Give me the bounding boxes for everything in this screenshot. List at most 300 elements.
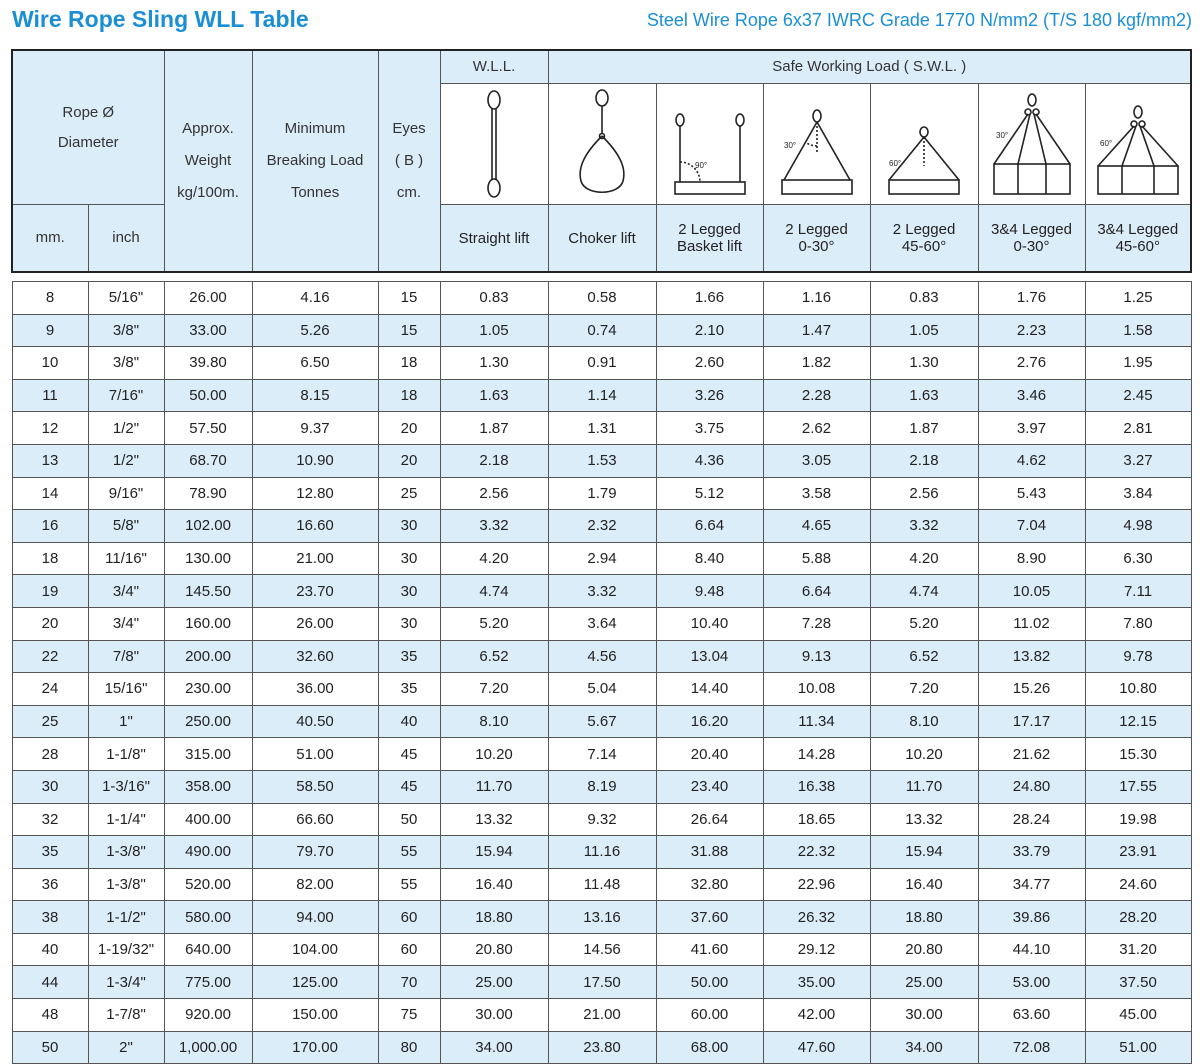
wll-header: W.L.L. (440, 50, 548, 84)
table-cell: 8.19 (548, 770, 656, 803)
table-cell: 11.16 (548, 836, 656, 869)
table-cell: 4.20 (440, 542, 548, 575)
table-cell: 14.56 (548, 933, 656, 966)
table-row (12, 770, 1191, 803)
table-cell: 1-1/8" (88, 738, 164, 771)
table-cell: 2.23 (978, 314, 1085, 347)
table-cell: 10.08 (763, 673, 870, 706)
eyes-line2: ( B ) (394, 152, 424, 169)
table-cell: 18 (12, 542, 88, 575)
table-cell: 23.70 (252, 575, 378, 608)
table-cell: 30 (12, 770, 88, 803)
table-cell: 35 (378, 673, 440, 706)
table-cell: 6.50 (252, 347, 378, 380)
table-cell: 4.16 (252, 282, 378, 315)
table-cell: 1.82 (763, 347, 870, 380)
weight-line1: Approx. (182, 120, 234, 137)
table-row (12, 999, 1191, 1032)
header-spacer (12, 272, 1191, 282)
table-cell: 66.60 (252, 803, 378, 836)
table-cell: 23.40 (656, 770, 763, 803)
table-cell: 2.60 (656, 347, 763, 380)
table-row (12, 933, 1191, 966)
table-cell: 10.80 (1085, 673, 1191, 706)
basket-lift-icon (656, 84, 763, 205)
table-cell: 2.62 (763, 412, 870, 445)
table-cell: 3.97 (978, 412, 1085, 445)
table-cell: 22.96 (763, 868, 870, 901)
table-cell: 35.00 (763, 966, 870, 999)
table-cell: 14 (12, 477, 88, 510)
table-cell: 25.00 (440, 966, 548, 999)
table-cell: 31.88 (656, 836, 763, 869)
table-cell: 1-3/4" (88, 966, 164, 999)
table-cell: 230.00 (164, 673, 252, 706)
spacer-cell (12, 272, 1191, 282)
table-cell: 26.00 (164, 282, 252, 315)
table-cell: 70 (378, 966, 440, 999)
mbl-line1: Minimum (284, 120, 346, 137)
table-cell: 10.05 (978, 575, 1085, 608)
rope-diameter-header (12, 50, 164, 205)
col-label-4leg-30: 3&4 Legged 0-30° (978, 205, 1085, 273)
table-row (12, 477, 1191, 510)
table-cell: 50.00 (656, 966, 763, 999)
table-cell: 13.32 (870, 803, 978, 836)
table-cell: 17.17 (978, 705, 1085, 738)
table-cell: 1-3/16" (88, 770, 164, 803)
table-cell: 34.00 (440, 1031, 548, 1064)
table-cell: 10 (12, 347, 88, 380)
table-cell: 38 (12, 901, 88, 934)
eyes-header (378, 50, 440, 272)
table-cell: 0.74 (548, 314, 656, 347)
table-cell: 30 (378, 542, 440, 575)
table-row (12, 444, 1191, 477)
table-cell: 30.00 (440, 999, 548, 1032)
table-cell: 17.50 (548, 966, 656, 999)
table-cell: 15 (378, 282, 440, 315)
table-cell: 0.58 (548, 282, 656, 315)
table-cell: 8.40 (656, 542, 763, 575)
table-row (12, 738, 1191, 771)
table-cell: 4.98 (1085, 510, 1191, 543)
table-cell: 40 (378, 705, 440, 738)
table-cell: 2" (88, 1031, 164, 1064)
table-cell: 10.90 (252, 444, 378, 477)
table-row (12, 282, 1191, 315)
table-row (12, 607, 1191, 640)
table-cell: 22 (12, 640, 88, 673)
table-row (12, 379, 1191, 412)
table-cell: 5/8" (88, 510, 164, 543)
table-cell: 7.28 (763, 607, 870, 640)
table-cell: 18.80 (440, 901, 548, 934)
table-cell: 150.00 (252, 999, 378, 1032)
table-cell: 0.83 (440, 282, 548, 315)
table-cell: 5.43 (978, 477, 1085, 510)
table-cell: 1.30 (870, 347, 978, 380)
table-cell: 6.52 (440, 640, 548, 673)
weight-header (164, 50, 252, 272)
table-cell: 9.37 (252, 412, 378, 445)
table-cell: 15.94 (440, 836, 548, 869)
table-cell: 1-1/4" (88, 803, 164, 836)
table-cell: 3/4" (88, 575, 164, 608)
table-cell: 25 (378, 477, 440, 510)
table-cell: 1.63 (440, 379, 548, 412)
choker-lift-icon (548, 84, 656, 205)
table-cell: 23.91 (1085, 836, 1191, 869)
table-cell: 1.87 (440, 412, 548, 445)
table-cell: 32.80 (656, 868, 763, 901)
table-cell: 75 (378, 999, 440, 1032)
table-cell: 57.50 (164, 412, 252, 445)
table-cell: 25 (12, 705, 88, 738)
table-cell: 11 (12, 379, 88, 412)
table-cell: 7/16" (88, 379, 164, 412)
table-cell: 12.15 (1085, 705, 1191, 738)
table-cell: 13 (12, 444, 88, 477)
table-cell: 4.74 (870, 575, 978, 608)
table-cell: 8.10 (440, 705, 548, 738)
table-cell: 11.70 (870, 770, 978, 803)
table-cell: 3.64 (548, 607, 656, 640)
table-cell: 50 (12, 1031, 88, 1064)
table-cell: 11.34 (763, 705, 870, 738)
table-cell: 11.48 (548, 868, 656, 901)
table-row (12, 314, 1191, 347)
table-row (12, 803, 1191, 836)
table-cell: 10.20 (440, 738, 548, 771)
col-label-choker: Choker lift (548, 205, 656, 273)
table-cell: 25.00 (870, 966, 978, 999)
table-cell: 15.94 (870, 836, 978, 869)
table-cell: 490.00 (164, 836, 252, 869)
table-cell: 5/16" (88, 282, 164, 315)
table-cell: 3.58 (763, 477, 870, 510)
table-cell: 1-7/8" (88, 999, 164, 1032)
eyes-line1: Eyes (392, 120, 426, 137)
table-cell: 7.11 (1085, 575, 1191, 608)
table-cell: 102.00 (164, 510, 252, 543)
table-cell: 8 (12, 282, 88, 315)
table-cell: 18 (378, 347, 440, 380)
table-cell: 2.56 (870, 477, 978, 510)
table-cell: 1.16 (763, 282, 870, 315)
table-cell: 82.00 (252, 868, 378, 901)
table-cell: 68.70 (164, 444, 252, 477)
four-leg-30-icon (978, 84, 1085, 205)
table-cell: 72.08 (978, 1031, 1085, 1064)
table-cell: 18 (378, 379, 440, 412)
col-label-4leg-60: 3&4 Legged 45-60° (1085, 205, 1191, 273)
svg-text:30°: 30° (995, 131, 1008, 140)
table-row (12, 575, 1191, 608)
table-cell: 28.24 (978, 803, 1085, 836)
table-row (12, 510, 1191, 543)
table-cell: 2.76 (978, 347, 1085, 380)
table-row (12, 347, 1191, 380)
table-cell: 104.00 (252, 933, 378, 966)
table-cell: 1.95 (1085, 347, 1191, 380)
table-cell: 13.32 (440, 803, 548, 836)
table-cell: 9 (12, 314, 88, 347)
table-cell: 31.20 (1085, 933, 1191, 966)
mbl-header (252, 50, 378, 272)
two-leg-30-icon (763, 84, 870, 205)
table-row (12, 966, 1191, 999)
table-cell: 7.20 (870, 673, 978, 706)
table-cell: 34.77 (978, 868, 1085, 901)
table-cell: 3.32 (440, 510, 548, 543)
table-cell: 2.45 (1085, 379, 1191, 412)
table-cell: 7.14 (548, 738, 656, 771)
table-cell: 200.00 (164, 640, 252, 673)
col-label-2leg-30: 2 Legged 0-30° (763, 205, 870, 273)
table-cell: 15.30 (1085, 738, 1191, 771)
table-cell: 51.00 (1085, 1031, 1191, 1064)
table-cell: 14.28 (763, 738, 870, 771)
table-cell: 170.00 (252, 1031, 378, 1064)
table-cell: 9/16" (88, 477, 164, 510)
table-cell: 15 (378, 314, 440, 347)
table-cell: 2.56 (440, 477, 548, 510)
table-cell: 23.80 (548, 1031, 656, 1064)
page-title: Wire Rope Sling WLL Table (12, 6, 309, 32)
table-cell: 580.00 (164, 901, 252, 934)
table-cell: 10.20 (870, 738, 978, 771)
table-cell: 63.60 (978, 999, 1085, 1032)
table-cell: 28 (12, 738, 88, 771)
table-cell: 21.00 (252, 542, 378, 575)
table-cell: 37.50 (1085, 966, 1191, 999)
table-cell: 640.00 (164, 933, 252, 966)
table-cell: 42.00 (763, 999, 870, 1032)
table-cell: 28.20 (1085, 901, 1191, 934)
table-cell: 145.50 (164, 575, 252, 608)
table-row (12, 1031, 1191, 1064)
table-cell: 130.00 (164, 542, 252, 575)
table-cell: 20.40 (656, 738, 763, 771)
table-cell: 26.00 (252, 607, 378, 640)
table-cell: 60 (378, 901, 440, 934)
table-cell: 4.74 (440, 575, 548, 608)
table-cell: 2.94 (548, 542, 656, 575)
table-cell: 3/4" (88, 607, 164, 640)
table-cell: 12 (12, 412, 88, 445)
table-cell: 8.10 (870, 705, 978, 738)
table-row (12, 673, 1191, 706)
table-cell: 20.80 (870, 933, 978, 966)
table-cell: 18.65 (763, 803, 870, 836)
table-cell: 17.55 (1085, 770, 1191, 803)
table-cell: 7.80 (1085, 607, 1191, 640)
table-cell: 5.20 (440, 607, 548, 640)
table-cell: 1-19/32" (88, 933, 164, 966)
svg-text:60°: 60° (889, 159, 902, 168)
table-cell: 47.60 (763, 1031, 870, 1064)
table-cell: 21.00 (548, 999, 656, 1032)
table-cell: 16 (12, 510, 88, 543)
table-cell: 160.00 (164, 607, 252, 640)
table-cell: 8.90 (978, 542, 1085, 575)
table-cell: 41.60 (656, 933, 763, 966)
wll-table (11, 49, 1192, 1064)
table-cell: 1-1/2" (88, 901, 164, 934)
table-cell: 19 (12, 575, 88, 608)
table-cell: 2.18 (440, 444, 548, 477)
table-cell: 1.30 (440, 347, 548, 380)
eyes-line3: cm. (396, 184, 422, 201)
table-cell: 2.10 (656, 314, 763, 347)
table-cell: 1" (88, 705, 164, 738)
table-cell: 3.26 (656, 379, 763, 412)
table-cell: 50 (378, 803, 440, 836)
table-cell: 11.70 (440, 770, 548, 803)
table-cell: 20.80 (440, 933, 548, 966)
table-cell: 39.86 (978, 901, 1085, 934)
table-cell: 32.60 (252, 640, 378, 673)
table-cell: 4.65 (763, 510, 870, 543)
table-cell: 16.38 (763, 770, 870, 803)
table-cell: 24.80 (978, 770, 1085, 803)
table-cell: 20 (12, 607, 88, 640)
table-cell: 358.00 (164, 770, 252, 803)
table-cell: 520.00 (164, 868, 252, 901)
table-cell: 1-3/8" (88, 868, 164, 901)
table-cell: 34.00 (870, 1031, 978, 1064)
table-cell: 18.80 (870, 901, 978, 934)
table-cell: 55 (378, 868, 440, 901)
table-cell: 9.13 (763, 640, 870, 673)
table-cell: 2.28 (763, 379, 870, 412)
table-cell: 6.30 (1085, 542, 1191, 575)
inch-header: inch (88, 205, 164, 273)
table-cell: 29.12 (763, 933, 870, 966)
table-cell: 37.60 (656, 901, 763, 934)
table-cell: 22.32 (763, 836, 870, 869)
table-cell: 0.83 (870, 282, 978, 315)
table-row (12, 901, 1191, 934)
table-cell: 9.78 (1085, 640, 1191, 673)
mm-header: mm. (12, 205, 88, 273)
table-cell: 1.53 (548, 444, 656, 477)
table-row (12, 542, 1191, 575)
table-header (12, 50, 1191, 272)
table-cell: 1/2" (88, 412, 164, 445)
table-cell: 4.36 (656, 444, 763, 477)
table-cell: 3.32 (548, 575, 656, 608)
svg-text:60°: 60° (1099, 139, 1112, 148)
table-cell: 12.80 (252, 477, 378, 510)
table-cell: 5.88 (763, 542, 870, 575)
table-cell: 30 (378, 607, 440, 640)
table-cell: 33.00 (164, 314, 252, 347)
straight-lift-icon (440, 84, 548, 205)
table-cell: 4.20 (870, 542, 978, 575)
table-cell: 14.40 (656, 673, 763, 706)
weight-line2: Weight (184, 152, 232, 169)
table-cell: 1.58 (1085, 314, 1191, 347)
table-cell: 3.32 (870, 510, 978, 543)
table-cell: 13.04 (656, 640, 763, 673)
table-row (12, 705, 1191, 738)
col-label-basket: 2 Legged Basket lift (656, 205, 763, 273)
table-cell: 51.00 (252, 738, 378, 771)
table-cell: 45.00 (1085, 999, 1191, 1032)
table-cell: 9.32 (548, 803, 656, 836)
table-cell: 15/16" (88, 673, 164, 706)
table-cell: 16.20 (656, 705, 763, 738)
table-cell: 20 (378, 444, 440, 477)
table-cell: 1.31 (548, 412, 656, 445)
table-cell: 3.05 (763, 444, 870, 477)
table-cell: 33.79 (978, 836, 1085, 869)
table-cell: 1.47 (763, 314, 870, 347)
table-cell: 45 (378, 770, 440, 803)
table-row (12, 412, 1191, 445)
table-cell: 7.20 (440, 673, 548, 706)
table-cell: 45 (378, 738, 440, 771)
table-cell: 9.48 (656, 575, 763, 608)
table-cell: 1.05 (440, 314, 548, 347)
table-cell: 1.05 (870, 314, 978, 347)
table-cell: 60 (378, 933, 440, 966)
four-leg-60-icon (1085, 84, 1191, 205)
table-cell: 60.00 (656, 999, 763, 1032)
table-row (12, 868, 1191, 901)
table-cell: 40 (12, 933, 88, 966)
table-cell: 3.84 (1085, 477, 1191, 510)
table-cell: 1.66 (656, 282, 763, 315)
table-cell: 3.27 (1085, 444, 1191, 477)
table-cell: 26.32 (763, 901, 870, 934)
table-cell: 250.00 (164, 705, 252, 738)
table-cell: 1.79 (548, 477, 656, 510)
table-cell: 26.64 (656, 803, 763, 836)
table-cell: 125.00 (252, 966, 378, 999)
table-cell: 3/8" (88, 347, 164, 380)
weight-line3: kg/100m. (177, 184, 239, 201)
table-cell: 3.46 (978, 379, 1085, 412)
table-cell: 24.60 (1085, 868, 1191, 901)
table-cell: 5.12 (656, 477, 763, 510)
table-cell: 48 (12, 999, 88, 1032)
table-cell: 30 (378, 575, 440, 608)
table-cell: 44 (12, 966, 88, 999)
page-subtitle: Steel Wire Rope 6x37 IWRC Grade 1770 N/mm2 (T/S 180 kgf/mm2) (646, 10, 1192, 30)
table-cell: 32 (12, 803, 88, 836)
table-cell: 53.00 (978, 966, 1085, 999)
table-cell: 400.00 (164, 803, 252, 836)
table-cell: 40.50 (252, 705, 378, 738)
table-cell: 1.14 (548, 379, 656, 412)
table-cell: 35 (378, 640, 440, 673)
table-cell: 13.82 (978, 640, 1085, 673)
table-cell: 20 (378, 412, 440, 445)
table-cell: 2.32 (548, 510, 656, 543)
table-cell: 24 (12, 673, 88, 706)
table-cell: 315.00 (164, 738, 252, 771)
table-cell: 11/16" (88, 542, 164, 575)
col-label-2leg-60: 2 Legged 45-60° (870, 205, 978, 273)
col-label-straight: Straight lift (440, 205, 548, 273)
table-cell: 5.04 (548, 673, 656, 706)
table-row (12, 640, 1191, 673)
table-cell: 5.67 (548, 705, 656, 738)
table-cell: 50.00 (164, 379, 252, 412)
